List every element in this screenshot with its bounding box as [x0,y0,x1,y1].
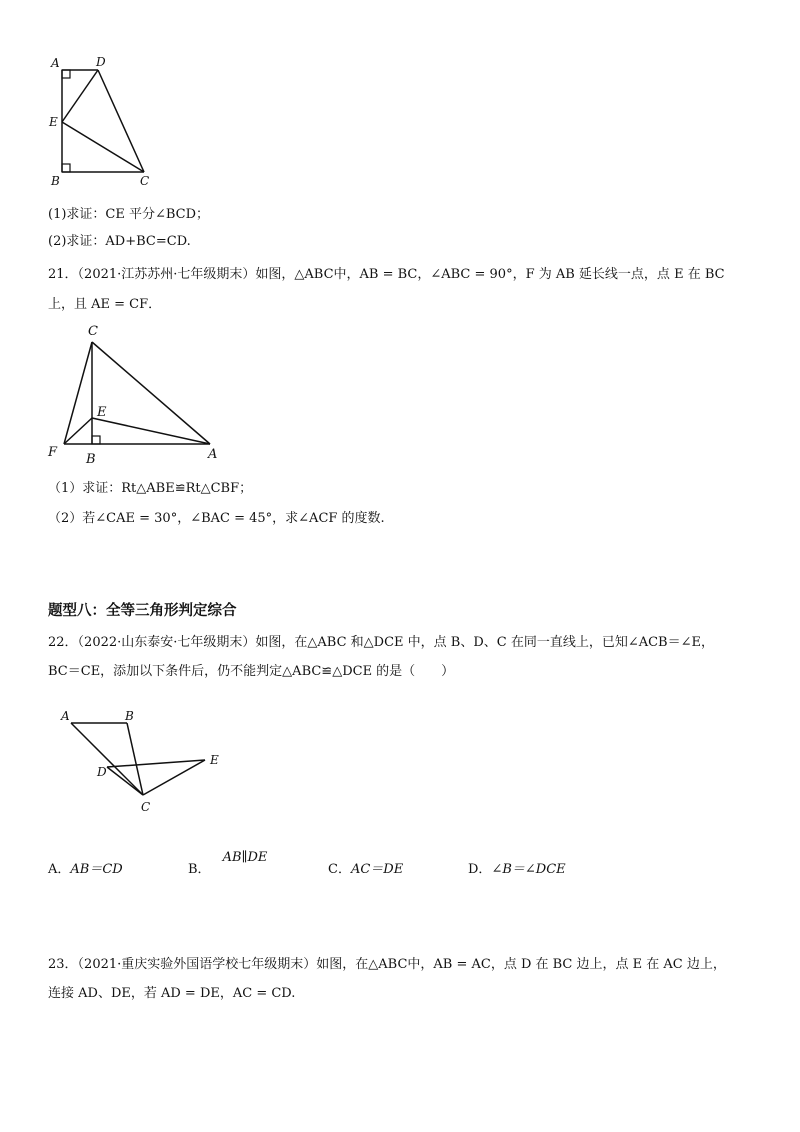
option-b-letter: B． [188,862,211,877]
label-b: B [125,709,134,723]
q21-stem-line1: 21．（2021·江苏苏州·七年级期末）如图，△ABC中，AB = BC，∠ABC = 90°，F 为 AB 延长线一点，点 E 在 BC [48,267,725,282]
section-title: 题型八：全等三角形判定综合 [48,603,237,619]
figure-q22 [55,705,235,820]
segment-ce [143,760,205,795]
q21-part2: （2）若∠CAE = 30°，∠BAC = 45°，求∠ACF 的度数. [48,511,385,526]
label-a: A [208,447,218,462]
q22-stem-line1: 22．（2022·山东泰安·七年级期末）如图，在△ABC 和△DCE 中，点 B、D、C 在同一直线上，已知∠ACB＝∠E， [48,635,714,650]
segment-ac [71,723,143,795]
option-a[interactable] [48,858,123,877]
label-e: E [49,115,58,129]
figure-q21 [40,320,240,470]
label-a: A [61,709,70,723]
q21-stem-line2: 上，且 AE = CF． [48,297,162,312]
label-a: A [51,56,60,70]
q20-part2: (2)求证：AD+BC=CD. [48,234,191,249]
option-c[interactable] [328,858,403,877]
option-b-text: AB∥DE [222,850,268,865]
segment-ca [92,342,210,444]
label-e: E [97,405,107,420]
option-d-letter: D． [468,862,492,877]
q21-part1: （1）求证：Rt△ABE≌Rt△CBF； [48,481,253,496]
option-a-text: AB＝CD [70,862,123,877]
option-b[interactable] [188,850,268,877]
q23-stem-line2: 连接 AD、DE，若 AD = DE，AC = CD. [48,986,296,1001]
label-c: C [141,800,151,814]
right-angle-mark-a [62,70,70,78]
label-c: C [88,324,98,339]
right-angle-mark-b [62,164,70,172]
segment-cf [64,342,92,444]
segment-ec [62,122,144,172]
option-d[interactable] [468,858,566,877]
figure-q20 [40,50,170,195]
label-b: B [51,174,60,188]
segment-de [107,760,205,767]
right-angle-mark-b [92,436,100,444]
segment-dc [98,70,144,172]
option-c-text: AC＝DE [350,862,404,877]
q23-stem-line1: 23．（2021·重庆实验外国语学校七年级期末）如图，在△ABC中，AB = AC，点 D 在 BC 边上，点 E 在 AC 边上， [48,957,726,972]
label-e: E [210,753,219,767]
option-c-letter: C． [328,862,351,877]
segment-ea [92,418,210,444]
label-f: F [48,445,58,460]
label-d: D [97,765,107,779]
option-d-text: ∠B＝∠DCE [491,862,566,877]
label-d: D [96,55,106,69]
option-a-letter: A． [48,862,71,877]
q22-stem-line2: BC＝CE，添加以下条件后，仍不能判定△ABC≌△DCE 的是（ ） [48,664,455,679]
label-b: B [86,452,96,467]
q20-part1: (1)求证：CE 平分∠BCD； [48,207,210,222]
label-c: C [140,174,150,188]
